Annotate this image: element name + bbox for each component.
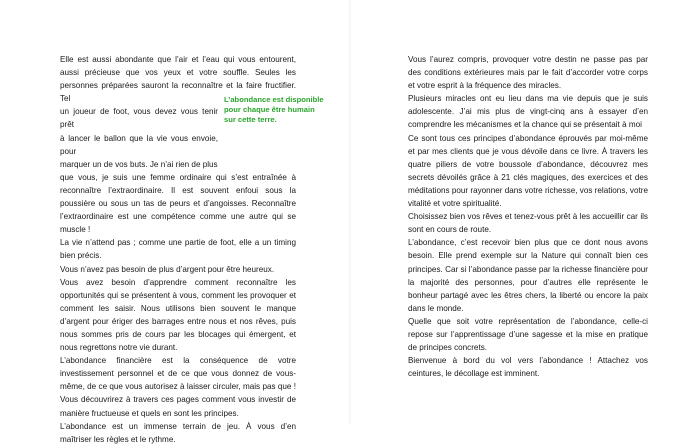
- pull-quote-line: sur cette terre.: [224, 115, 277, 125]
- wrapped-line: à lancer le ballon que la vie vous envoie, pour: [60, 133, 218, 156]
- wrapped-line: un joueur de foot, vous devez vous tenir prêt: [60, 107, 218, 130]
- pull-quote-line: pour chaque être humain: [224, 105, 315, 115]
- paragraph: Vous avez besoin d’apprendre comment reconnaître les opportunités qui se présentent à vous, comment les provoquer et comment les saisir. Nous utilisons bien souvent le manque d’argent pour ériger des barrages entre nous et nos rêves, puis nous sommes pris de cours par les blocages qui émergent, et nous regrettons notre vie durant.: [60, 277, 296, 353]
- paragraph: Vous l’aurez compris, provoquer votre destin ne passe pas par des conditions extérieures mais par le fait d’accorder votre corps et votre esprit à la fréquence des miracles.: [408, 55, 648, 91]
- paragraph: L’abondance est un immense terrain de jeu. À vous d’en maîtriser les règles et le rythme.: [60, 421, 296, 444]
- paragraph: Quelle que soit votre représentation de l’abondance, celle-ci repose sur l’apprentissage d’une sagesse et la mise en pratique de principes concrets.: [408, 316, 648, 353]
- paragraph: Choisissez bien vos rêves et tenez-vous prêt à les accueillir car ils sont en cours de route.: [408, 212, 648, 235]
- left-page: [0, 0, 350, 444]
- paragraph: que vous, je suis une femme ordinaire qui s’est entraînée à reconnaître l’extraordinaire. Il est souvent enfoui sous la poussière ou sous un tas de peurs et d’angoisses. Reconnaître l’extraordinaire est une compétence comme une autre qui se muscle !: [60, 172, 296, 235]
- paragraph: Bienvenue à bord du vol vers l’abondance ! Attachez vos ceintures, le décollage est imminent.: [408, 356, 648, 379]
- pull-quote-line: L’abondance est disponible: [224, 95, 324, 104]
- right-text-column: [408, 53, 648, 380]
- paragraph: Elle est aussi abondante que l’air et l’eau qui vous entourent, aussi précieuse que vos yeux et votre souffle. Seules les personnes préparées sauront la reconnaître et la faire fructifier. Tel: [60, 55, 296, 104]
- paragraph: Vous n’avez pas besoin de plus d’argent pour être heureux.: [60, 264, 275, 274]
- paragraph: Ce sont tous ces principes d’abondance éprouvés par moi-même et par mes clients que je vous dévoile dans ce livre. À travers les quatre piliers de votre boussole d’abondance, découvrez mes secrets dévoilés grâce à 21 clés magiques, des exercices et des méditations pour rayonner dans votre richesse, vos relations, votre vitalité et votre spiritualité.: [408, 133, 648, 209]
- paragraph: L’abondance financière est la conséquence de votre investissement personnel et de ce que vous donnez de vous-même, de ce que vous autorisez à laisser circuler, mais pas que ! Vous découvrirez à travers ces pages comment vous investir de manière fructueuse et quels en sont les principes.: [60, 356, 296, 418]
- paragraph: Plusieurs miracles ont eu lieu dans ma vie depuis que je suis adolescente. J’ai mis plus de vingt-cinq ans à essayer d’en comprendre les mécanismes et la chance qui se présentait à moi: [408, 94, 648, 130]
- right-page: [350, 0, 700, 425]
- pull-quote: [224, 95, 324, 126]
- paragraph: L’abondance, c’est recevoir bien plus que ce dont nous avons besoin. Elle prend exemple sur la Nature qui connaît bien ces principes. Car si l’abondance passe par la richesse financière pour la majorité des personnes, pour d’autres elle représente le bonheur partagé avec les êtres chers, la liberté ou encore la paix dans le monde.: [408, 238, 648, 313]
- wrapped-line: marquer un de vos buts. Je n’ai rien de plus: [60, 159, 218, 169]
- paragraph: La vie n’attend pas ; comme une partie de foot, elle a un timing bien précis.: [60, 238, 296, 261]
